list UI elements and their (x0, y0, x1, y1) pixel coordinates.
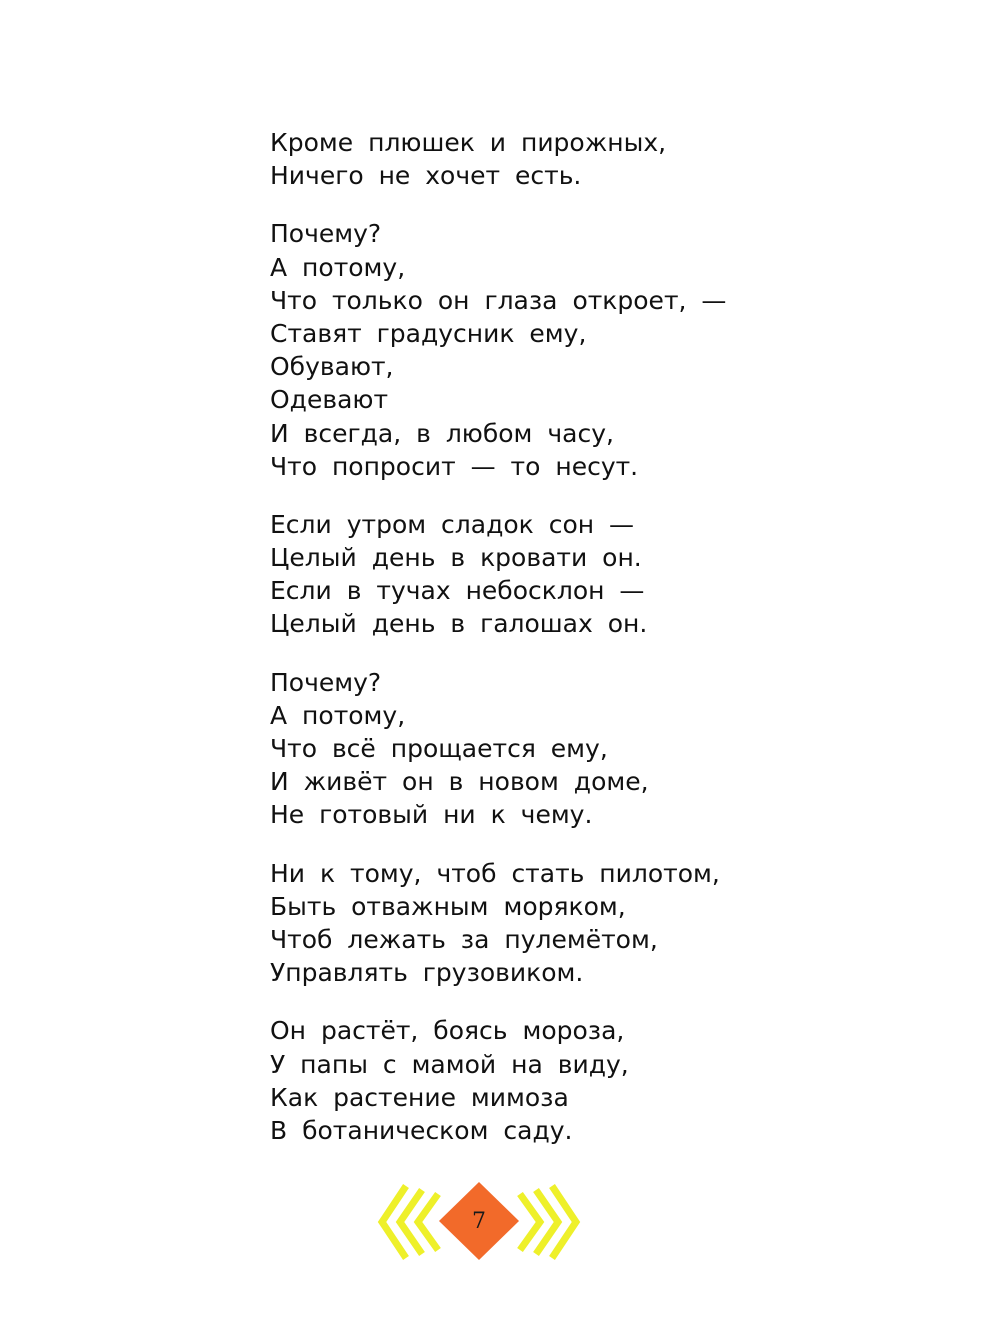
stanza (270, 217, 830, 483)
page-number-ornament (376, 1180, 582, 1264)
poem-line: И всегда, в любом часу, (270, 418, 614, 448)
poem-line: Целый день в галошах он. (270, 609, 648, 639)
chevron-left-icon (382, 1186, 438, 1258)
poem-line: Управлять грузовиком. (270, 958, 584, 988)
poem-line: А потому, (270, 252, 406, 282)
poem-line: Чтоб лежать за пулемётом, (270, 924, 658, 954)
poem-line: Быть отважным моряком, (270, 891, 626, 921)
poem-line: Если в тучах небосклон — (270, 576, 645, 606)
stanza (270, 1014, 830, 1147)
poem-line: Почему? (270, 667, 382, 697)
poem-line: И живёт он в новом доме, (270, 767, 649, 797)
poem-line: Обувают, (270, 352, 394, 382)
poem-line: Что только он глаза откроет, — (270, 285, 727, 315)
poem-line: Если утром сладок сон — (270, 509, 635, 539)
poem-line: Как растение мимоза (270, 1082, 569, 1112)
stanza (270, 508, 830, 641)
poem-line: А потому, (270, 700, 406, 730)
poem-line: Кроме плюшек и пирожных, (270, 128, 667, 157)
poem-line: Ничего не хочет есть. (270, 161, 582, 191)
poem-line: Что всё прощается ему, (270, 734, 608, 763)
poem-line: Одевают (270, 385, 389, 415)
stanza (270, 126, 830, 192)
poem-line: Не готовый ни к чему. (270, 800, 593, 830)
poem-line: В ботаническом саду. (270, 1115, 573, 1145)
page-number: 7 (472, 1209, 486, 1234)
poem-line: Почему? (270, 219, 382, 249)
stanza (270, 857, 830, 990)
poem-line: Ставят градусник ему, (270, 318, 587, 348)
poem-line: Он растёт, боясь мороза, (270, 1016, 625, 1046)
poem (270, 126, 830, 1172)
poem-line: Что попросит — то несут. (270, 451, 639, 481)
chevron-right-icon (520, 1186, 576, 1258)
stanza (270, 666, 830, 832)
poem-line: Ни к тому, чтоб стать пилотом, (270, 858, 720, 888)
poem-line: Целый день в кровати он. (270, 543, 642, 573)
poem-line: У папы с мамой на виду, (270, 1049, 629, 1079)
